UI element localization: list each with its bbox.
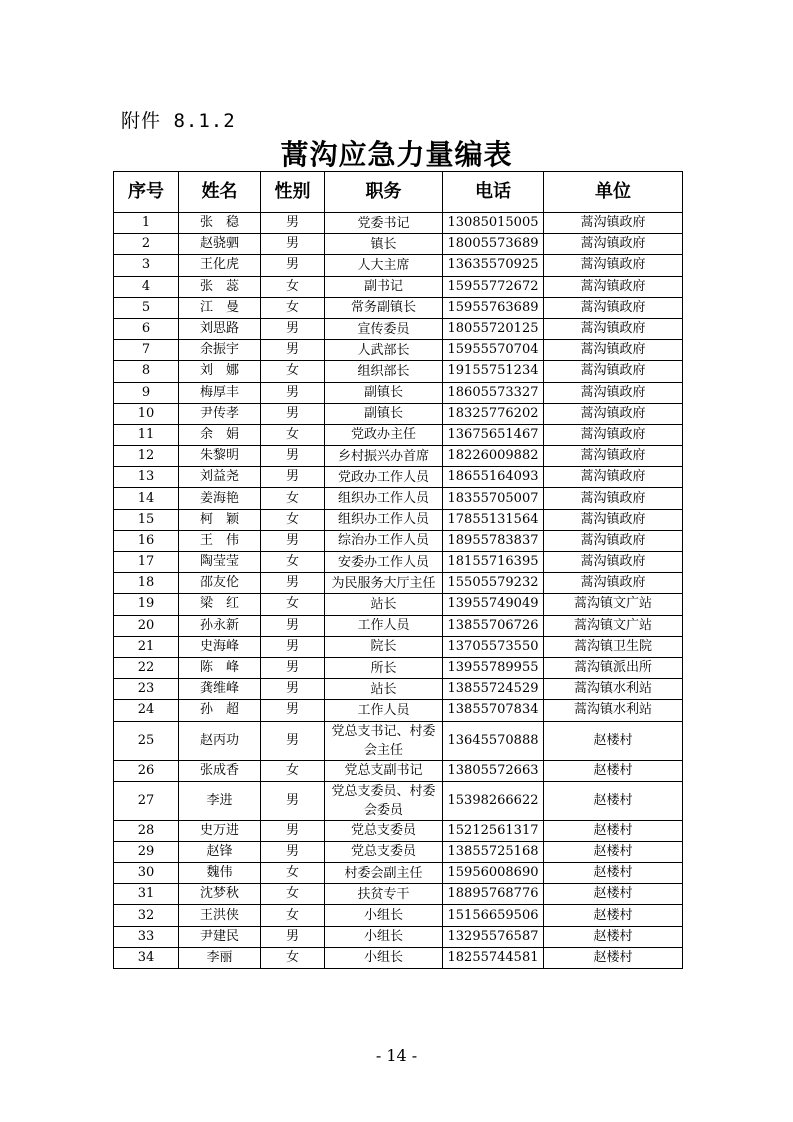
cell-phone: 18155716395 <box>443 552 544 573</box>
cell-index: 31 <box>114 884 179 905</box>
cell-phone: 18005573689 <box>443 234 544 255</box>
cell-index: 8 <box>114 361 179 382</box>
cell-index: 10 <box>114 403 179 424</box>
cell-gender: 男 <box>261 636 325 657</box>
cell-gender: 男 <box>261 467 325 488</box>
cell-index: 1 <box>114 213 179 234</box>
cell-index: 22 <box>114 657 179 678</box>
cell-gender: 男 <box>261 234 325 255</box>
cell-index: 30 <box>114 863 179 884</box>
cell-position: 宣传委员 <box>325 318 443 339</box>
cell-name: 尹传孝 <box>179 403 261 424</box>
cell-position: 党总支书记、村委会主任 <box>325 721 443 760</box>
cell-phone: 17855131564 <box>443 509 544 530</box>
cell-name: 朱黎明 <box>179 446 261 467</box>
cell-unit: 蒿沟镇政府 <box>544 255 683 276</box>
cell-index: 24 <box>114 700 179 721</box>
cell-index: 23 <box>114 679 179 700</box>
cell-name: 孙 超 <box>179 700 261 721</box>
cell-unit: 赵楼村 <box>544 905 683 926</box>
cell-gender: 女 <box>261 947 325 968</box>
cell-phone: 15956008690 <box>443 863 544 884</box>
cell-gender: 男 <box>261 213 325 234</box>
cell-phone: 15955763689 <box>443 297 544 318</box>
cell-index: 29 <box>114 841 179 862</box>
cell-unit: 蒿沟镇政府 <box>544 382 683 403</box>
cell-name: 余振宇 <box>179 340 261 361</box>
cell-position: 组织办工作人员 <box>325 488 443 509</box>
cell-position: 副书记 <box>325 276 443 297</box>
cell-gender: 男 <box>261 926 325 947</box>
cell-unit: 蒿沟镇政府 <box>544 213 683 234</box>
cell-name: 赵锋 <box>179 841 261 862</box>
cell-name: 王化虎 <box>179 255 261 276</box>
cell-phone: 18325776202 <box>443 403 544 424</box>
table-row <box>114 467 683 488</box>
cell-index: 33 <box>114 926 179 947</box>
table-row <box>114 340 683 361</box>
cell-gender: 男 <box>261 820 325 841</box>
cell-index: 13 <box>114 467 179 488</box>
cell-phone: 19155751234 <box>443 361 544 382</box>
table-row <box>114 234 683 255</box>
cell-gender: 男 <box>261 721 325 760</box>
cell-position: 党委书记 <box>325 213 443 234</box>
cell-unit: 赵楼村 <box>544 884 683 905</box>
cell-position: 党总支副书记 <box>325 760 443 781</box>
cell-gender: 男 <box>261 657 325 678</box>
cell-name: 张成香 <box>179 760 261 781</box>
header-position: 职务 <box>325 172 443 213</box>
cell-gender: 女 <box>261 594 325 615</box>
cell-phone: 18895768776 <box>443 884 544 905</box>
cell-unit: 蒿沟镇政府 <box>544 234 683 255</box>
table-row <box>114 509 683 530</box>
cell-phone: 18655164093 <box>443 467 544 488</box>
header-name: 姓名 <box>179 172 261 213</box>
cell-phone: 13955789955 <box>443 657 544 678</box>
table-row <box>114 276 683 297</box>
header-unit: 单位 <box>544 172 683 213</box>
cell-unit: 蒿沟镇水利站 <box>544 679 683 700</box>
cell-phone: 13855724529 <box>443 679 544 700</box>
cell-name: 尹建民 <box>179 926 261 947</box>
cell-name: 陈 峰 <box>179 657 261 678</box>
table-row <box>114 721 683 760</box>
table-row <box>114 297 683 318</box>
cell-name: 沈梦秋 <box>179 884 261 905</box>
cell-phone: 15398266622 <box>443 781 544 820</box>
cell-gender: 男 <box>261 255 325 276</box>
cell-phone: 15505579232 <box>443 573 544 594</box>
cell-name: 李进 <box>179 781 261 820</box>
table-row <box>114 636 683 657</box>
cell-position: 副镇长 <box>325 403 443 424</box>
cell-gender: 男 <box>261 781 325 820</box>
cell-index: 32 <box>114 905 179 926</box>
table-body <box>114 213 683 969</box>
cell-index: 5 <box>114 297 179 318</box>
cell-index: 2 <box>114 234 179 255</box>
cell-name: 赵丙功 <box>179 721 261 760</box>
cell-gender: 男 <box>261 700 325 721</box>
cell-position: 扶贫专干 <box>325 884 443 905</box>
cell-position: 组织部长 <box>325 361 443 382</box>
cell-unit: 蒿沟镇政府 <box>544 552 683 573</box>
cell-unit: 赵楼村 <box>544 926 683 947</box>
cell-index: 3 <box>114 255 179 276</box>
cell-index: 15 <box>114 509 179 530</box>
cell-name: 陶莹莹 <box>179 552 261 573</box>
cell-name: 史海峰 <box>179 636 261 657</box>
cell-position: 副镇长 <box>325 382 443 403</box>
table-row <box>114 255 683 276</box>
cell-name: 赵骁驷 <box>179 234 261 255</box>
cell-unit: 赵楼村 <box>544 863 683 884</box>
cell-unit: 蒿沟镇政府 <box>544 403 683 424</box>
cell-gender: 男 <box>261 318 325 339</box>
cell-index: 16 <box>114 530 179 551</box>
cell-index: 25 <box>114 721 179 760</box>
table-row <box>114 947 683 968</box>
cell-gender: 女 <box>261 863 325 884</box>
header-gender: 性别 <box>261 172 325 213</box>
cell-position: 院长 <box>325 636 443 657</box>
cell-gender: 男 <box>261 446 325 467</box>
cell-gender: 男 <box>261 530 325 551</box>
cell-gender: 男 <box>261 340 325 361</box>
page-number: - 14 - <box>375 1046 418 1065</box>
cell-phone: 13635570925 <box>443 255 544 276</box>
cell-gender: 女 <box>261 361 325 382</box>
cell-unit: 蒿沟镇水利站 <box>544 700 683 721</box>
cell-index: 28 <box>114 820 179 841</box>
cell-phone: 13855725168 <box>443 841 544 862</box>
cell-position: 人大主席 <box>325 255 443 276</box>
table-row <box>114 594 683 615</box>
cell-gender: 男 <box>261 403 325 424</box>
cell-phone: 15212561317 <box>443 820 544 841</box>
cell-unit: 蒿沟镇文广站 <box>544 615 683 636</box>
cell-name: 柯 颖 <box>179 509 261 530</box>
attachment-label: 附件 8.1.2 <box>121 110 236 132</box>
cell-name: 魏伟 <box>179 863 261 884</box>
cell-name: 王 伟 <box>179 530 261 551</box>
cell-phone: 15955772672 <box>443 276 544 297</box>
cell-name: 龚维峰 <box>179 679 261 700</box>
table-row <box>114 657 683 678</box>
cell-gender: 女 <box>261 276 325 297</box>
cell-phone: 18355705007 <box>443 488 544 509</box>
cell-name: 余 娟 <box>179 424 261 445</box>
cell-phone: 13855706726 <box>443 615 544 636</box>
cell-unit: 蒿沟镇卫生院 <box>544 636 683 657</box>
cell-unit: 蒿沟镇政府 <box>544 297 683 318</box>
table-row <box>114 820 683 841</box>
table-row <box>114 926 683 947</box>
cell-position: 党总支委员 <box>325 841 443 862</box>
cell-position: 综治办工作人员 <box>325 530 443 551</box>
cell-index: 27 <box>114 781 179 820</box>
cell-name: 王洪侠 <box>179 905 261 926</box>
cell-position: 党政办主任 <box>325 424 443 445</box>
cell-position: 小组长 <box>325 926 443 947</box>
cell-index: 34 <box>114 947 179 968</box>
cell-gender: 男 <box>261 841 325 862</box>
table-row <box>114 615 683 636</box>
cell-phone: 13855707834 <box>443 700 544 721</box>
cell-gender: 男 <box>261 679 325 700</box>
cell-index: 19 <box>114 594 179 615</box>
cell-index: 4 <box>114 276 179 297</box>
cell-gender: 女 <box>261 488 325 509</box>
cell-unit: 蒿沟镇政府 <box>544 488 683 509</box>
table-row <box>114 446 683 467</box>
cell-position: 乡村振兴办首席 <box>325 446 443 467</box>
cell-position: 工作人员 <box>325 700 443 721</box>
cell-phone: 18605573327 <box>443 382 544 403</box>
cell-gender: 男 <box>261 615 325 636</box>
cell-unit: 赵楼村 <box>544 820 683 841</box>
cell-name: 梁 红 <box>179 594 261 615</box>
cell-index: 20 <box>114 615 179 636</box>
cell-position: 为民服务大厅主任 <box>325 573 443 594</box>
cell-index: 21 <box>114 636 179 657</box>
cell-position: 村委会副主任 <box>325 863 443 884</box>
cell-unit: 蒿沟镇政府 <box>544 318 683 339</box>
cell-phone: 13085015005 <box>443 213 544 234</box>
cell-gender: 男 <box>261 573 325 594</box>
table-row <box>114 424 683 445</box>
cell-phone: 13955749049 <box>443 594 544 615</box>
cell-name: 江 曼 <box>179 297 261 318</box>
cell-index: 17 <box>114 552 179 573</box>
cell-position: 站长 <box>325 594 443 615</box>
cell-position: 党总支委员、村委会委员 <box>325 781 443 820</box>
cell-name: 孙永新 <box>179 615 261 636</box>
cell-index: 9 <box>114 382 179 403</box>
cell-unit: 赵楼村 <box>544 781 683 820</box>
cell-name: 刘益尧 <box>179 467 261 488</box>
cell-gender: 女 <box>261 884 325 905</box>
table-row <box>114 318 683 339</box>
cell-unit: 蒿沟镇政府 <box>544 276 683 297</box>
cell-phone: 18055720125 <box>443 318 544 339</box>
cell-unit: 蒿沟镇政府 <box>544 446 683 467</box>
cell-phone: 13675651467 <box>443 424 544 445</box>
table-row <box>114 841 683 862</box>
cell-unit: 赵楼村 <box>544 841 683 862</box>
cell-position: 工作人员 <box>325 615 443 636</box>
cell-name: 邵友伦 <box>179 573 261 594</box>
cell-phone: 13805572663 <box>443 760 544 781</box>
cell-index: 11 <box>114 424 179 445</box>
cell-phone: 13645570888 <box>443 721 544 760</box>
cell-gender: 男 <box>261 382 325 403</box>
cell-index: 26 <box>114 760 179 781</box>
table-header-row <box>114 172 683 213</box>
cell-name: 刘思路 <box>179 318 261 339</box>
page-title: 蒿沟应急力量编表 <box>280 138 513 171</box>
cell-position: 人武部长 <box>325 340 443 361</box>
table-row <box>114 905 683 926</box>
cell-position: 党总支委员 <box>325 820 443 841</box>
cell-position: 安委办工作人员 <box>325 552 443 573</box>
table-row <box>114 781 683 820</box>
cell-position: 小组长 <box>325 905 443 926</box>
table-row <box>114 361 683 382</box>
cell-phone: 18955783837 <box>443 530 544 551</box>
cell-phone: 15156659506 <box>443 905 544 926</box>
header-index: 序号 <box>114 172 179 213</box>
cell-unit: 蒿沟镇政府 <box>544 340 683 361</box>
cell-name: 史万进 <box>179 820 261 841</box>
cell-name: 梅厚丰 <box>179 382 261 403</box>
cell-gender: 女 <box>261 297 325 318</box>
cell-unit: 蒿沟镇政府 <box>544 530 683 551</box>
cell-position: 组织办工作人员 <box>325 509 443 530</box>
cell-gender: 女 <box>261 509 325 530</box>
cell-name: 刘 娜 <box>179 361 261 382</box>
cell-unit: 蒿沟镇政府 <box>544 573 683 594</box>
cell-name: 姜海艳 <box>179 488 261 509</box>
cell-index: 18 <box>114 573 179 594</box>
cell-name: 张 稳 <box>179 213 261 234</box>
cell-unit: 蒿沟镇政府 <box>544 509 683 530</box>
cell-unit: 赵楼村 <box>544 760 683 781</box>
cell-unit: 蒿沟镇派出所 <box>544 657 683 678</box>
emergency-roster-table <box>113 171 683 969</box>
table-row <box>114 573 683 594</box>
table-row <box>114 382 683 403</box>
cell-index: 6 <box>114 318 179 339</box>
cell-unit: 赵楼村 <box>544 947 683 968</box>
table-row <box>114 760 683 781</box>
cell-gender: 女 <box>261 552 325 573</box>
cell-name: 李丽 <box>179 947 261 968</box>
cell-phone: 18226009882 <box>443 446 544 467</box>
table-row <box>114 679 683 700</box>
cell-index: 12 <box>114 446 179 467</box>
cell-phone: 13705573550 <box>443 636 544 657</box>
cell-phone: 15955570704 <box>443 340 544 361</box>
table-row <box>114 530 683 551</box>
cell-unit: 蒿沟镇政府 <box>544 361 683 382</box>
table-row <box>114 700 683 721</box>
header-phone: 电话 <box>443 172 544 213</box>
table-row <box>114 552 683 573</box>
cell-phone: 18255744581 <box>443 947 544 968</box>
table-row <box>114 213 683 234</box>
cell-gender: 女 <box>261 905 325 926</box>
cell-position: 常务副镇长 <box>325 297 443 318</box>
cell-unit: 蒿沟镇文广站 <box>544 594 683 615</box>
cell-index: 14 <box>114 488 179 509</box>
cell-position: 所长 <box>325 657 443 678</box>
cell-position: 站长 <box>325 679 443 700</box>
cell-unit: 赵楼村 <box>544 721 683 760</box>
cell-gender: 女 <box>261 760 325 781</box>
cell-phone: 13295576587 <box>443 926 544 947</box>
cell-unit: 蒿沟镇政府 <box>544 424 683 445</box>
table-row <box>114 488 683 509</box>
table-row <box>114 403 683 424</box>
cell-unit: 蒿沟镇政府 <box>544 467 683 488</box>
cell-position: 镇长 <box>325 234 443 255</box>
cell-gender: 女 <box>261 424 325 445</box>
cell-position: 党政办工作人员 <box>325 467 443 488</box>
table-row <box>114 863 683 884</box>
cell-name: 张 蕊 <box>179 276 261 297</box>
table-row <box>114 884 683 905</box>
cell-index: 7 <box>114 340 179 361</box>
cell-position: 小组长 <box>325 947 443 968</box>
